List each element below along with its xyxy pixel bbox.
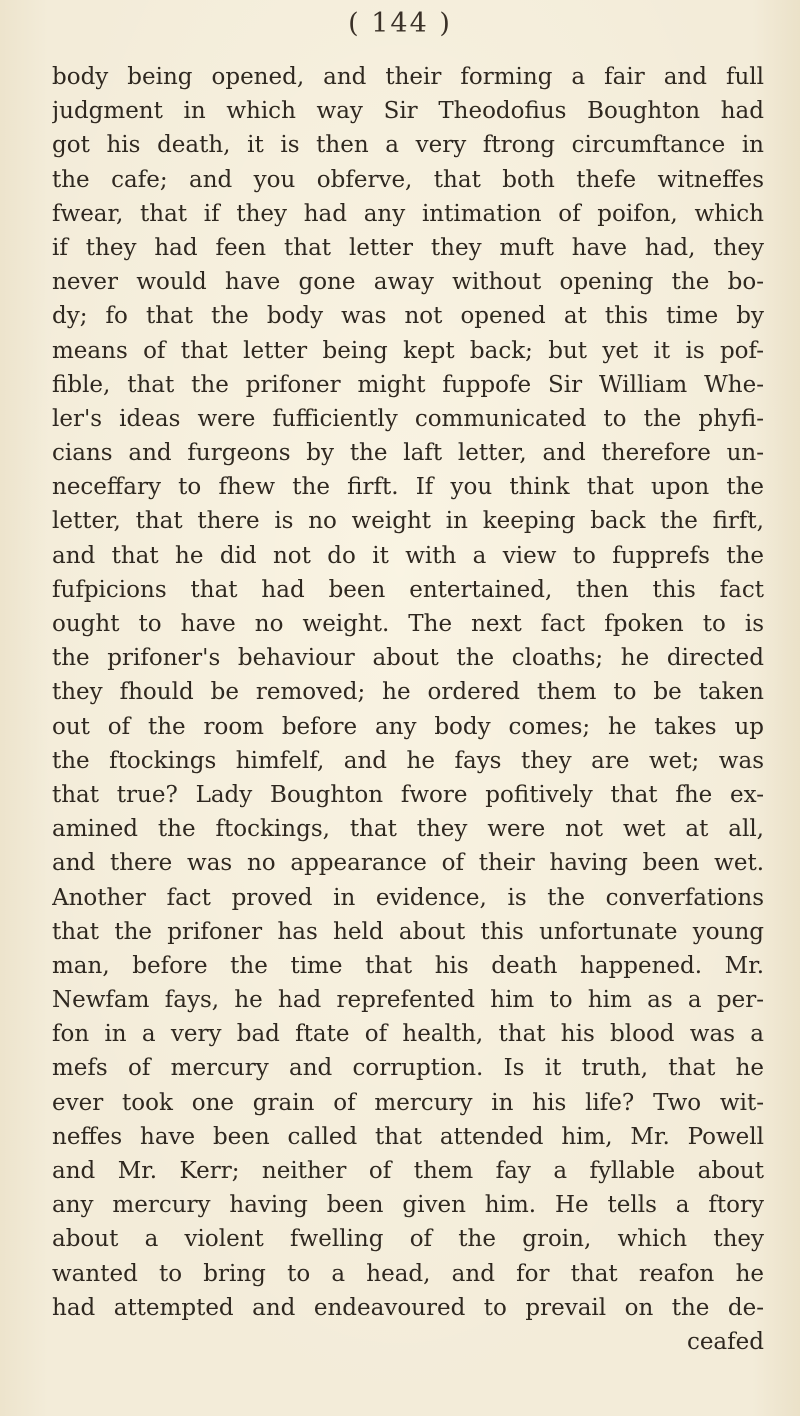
text-line: ever took one grain of mercury in his life? Two wit- xyxy=(52,1089,764,1116)
text-line: any mercury having been given him. He tells a ftory xyxy=(52,1192,764,1219)
text-line: fon in a very bad ftate of health, that his blood was a xyxy=(52,1021,764,1048)
text-line: means of that letter being kept back; but yet it is pof- xyxy=(52,337,764,364)
text-line: Another fact proved in evidence, is the converfations xyxy=(52,884,764,911)
text-line: body being opened, and their forming a fair and full xyxy=(52,64,764,90)
text-line: never would have gone away without opening the bo- xyxy=(52,269,764,296)
text-line: fible, that the prifoner might fuppofe Sir William Whe- xyxy=(52,371,764,398)
text-line: the prifoner's behaviour about the cloaths; he directed xyxy=(52,645,764,672)
text-line: the ftockings himfelf, and he fays they are wet; was xyxy=(52,747,764,774)
text-line: fwear, that if they had any intimation of poifon, which xyxy=(52,200,764,227)
text-line: ler's ideas were fufficiently communicated to the phyfi- xyxy=(52,405,764,432)
text-line: dy; fo that the body was not opened at this time by xyxy=(52,303,764,330)
text-line: neffes have been called that attended him, Mr. Powell xyxy=(52,1123,764,1150)
text-line: they fhould be removed; he ordered them to be taken xyxy=(52,679,764,706)
text-line: letter, that there is no weight in keeping back the firft, xyxy=(52,508,764,535)
text-line: ought to have no weight. The next fact fpoken to is xyxy=(52,611,764,637)
text-line: had attempted and endeavoured to prevail on the de- xyxy=(52,1294,764,1321)
text-line: amined the ftockings, that they were not wet at all, xyxy=(52,816,764,843)
page-number: ( 144 ) xyxy=(348,8,452,39)
text-line: fufpicions that had been entertained, then this fact xyxy=(52,576,764,603)
text-line: out of the room before any body comes; he takes up xyxy=(52,713,764,740)
text-line: Newfam fays, he had reprefented him to him as a per- xyxy=(52,987,764,1014)
text-line: neceffary to fhew the firft. If you think that upon the xyxy=(52,474,764,501)
body-text xyxy=(52,60,764,1359)
text-line: about a violent fwelling of the groin, which they xyxy=(52,1226,764,1253)
text-line: and Mr. Kerr; neither of them fay a fyllable about xyxy=(52,1158,764,1184)
text-line: cians and furgeons by the laft letter, and therefore un- xyxy=(52,440,764,467)
catchword: ceafed xyxy=(686,1328,764,1355)
text-line: got his death, it is then a very ftrong circumftance in xyxy=(52,132,764,159)
text-line: the cafe; and you obferve, that both thefe witneffes xyxy=(52,166,764,193)
text-line: wanted to bring to a head, and for that reafon he xyxy=(52,1260,764,1287)
text-line: mefs of mercury and corruption. Is it truth, that he xyxy=(52,1055,764,1082)
text-line: and that he did not do it with a view to fupprefs the xyxy=(52,542,764,569)
text-line: that the prifoner has held about this unfortunate young xyxy=(52,918,764,945)
text-line: and there was no appearance of their having been wet. xyxy=(52,850,764,877)
text-line: if they had feen that letter they muft have had, they xyxy=(52,234,764,261)
text-line: man, before the time that his death happened. Mr. xyxy=(52,952,764,979)
text-line: that true? Lady Boughton fwore pofitively that fhe ex- xyxy=(52,781,764,808)
text-line: judgment in which way Sir Theodofius Boughton had xyxy=(52,98,764,125)
